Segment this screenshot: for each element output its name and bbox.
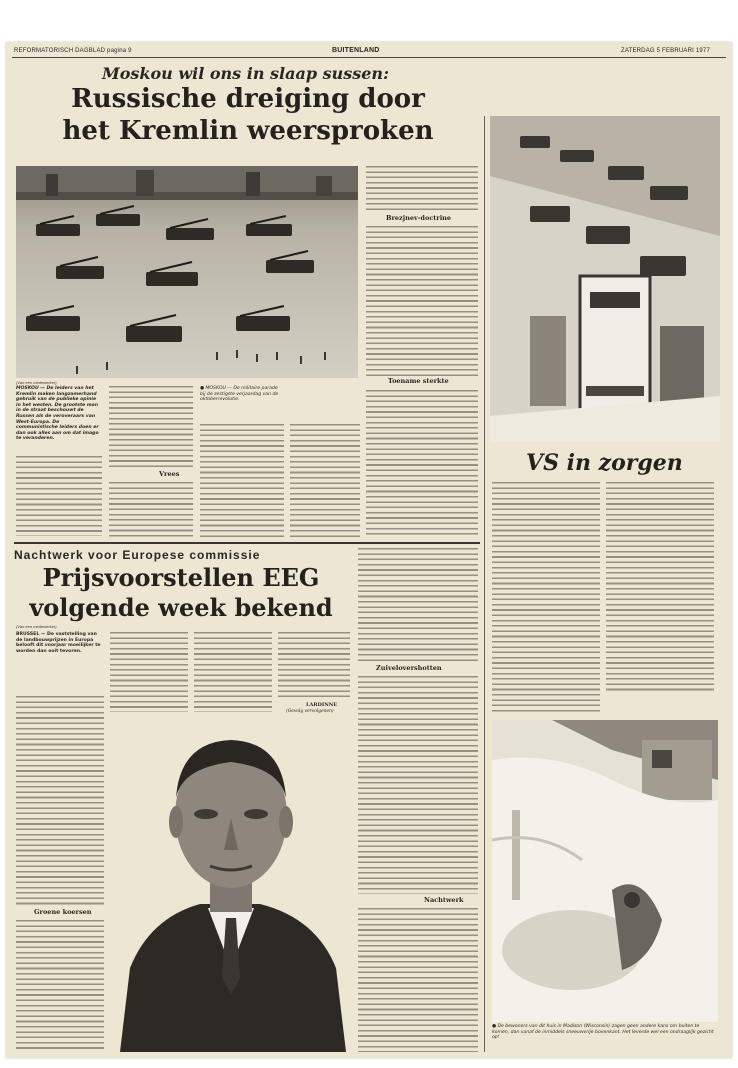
snow-traffic-photo (490, 116, 720, 442)
russia-column-3 (200, 424, 284, 538)
section-name: BUITENLAND (332, 47, 380, 54)
russia-column-2 (109, 386, 193, 538)
header-rule (12, 57, 726, 58)
russia-column-4 (290, 424, 360, 538)
parade-photo (16, 166, 358, 378)
eeg-kicker: Nachtwerk voor Europese commissie (14, 548, 261, 562)
snow-house-caption: ● De bewoners van dit huis in Madison (Wisconsin) zagen geen andere kans om buiten te komen, dan vanaf de inmiddels sneeuwvrije bovenkant. Het leverde wel een ondraaglijk gezicht op! (492, 1024, 714, 1041)
russia-intro: MOSKOU — De leiders van het Kremlin maken langzamerhand gebruik van de publieke opinie in het westen. De grootste man in de straat beschouwt de Russen als de veroveraars van West-Europa. De communistische leiders doen er dan ook alles aan om dat imago te veranderen. (16, 386, 99, 442)
eeg-column-1 (16, 696, 104, 1052)
snow-traffic-image (490, 116, 720, 442)
parade-image (16, 166, 358, 378)
eeg-headline-2: volgende week bekend (29, 593, 333, 622)
subhead-groene: Groene koersen (34, 908, 92, 916)
vs-column-2 (606, 482, 714, 714)
subhead-nachtwerk: Nachtwerk (424, 896, 464, 904)
eeg-byline-sub: (Gevolg vervolgenen) (286, 709, 334, 714)
publication-name: REFORMATORISCH DAGBLAD pagina 9 (14, 48, 132, 54)
subhead-toename: Toename sterkte (388, 377, 449, 385)
column-divider (484, 116, 485, 1052)
section-divider (14, 542, 480, 544)
eeg-column-4 (278, 632, 350, 700)
eeg-column-3 (194, 632, 272, 712)
snow-house-image (492, 720, 718, 1022)
eeg-column-2 (110, 632, 188, 712)
russia-headline-2: het Kremlin weersproken (62, 116, 434, 146)
vs-headline: VS in zorgen (526, 450, 683, 476)
parade-photo-credit: (Van een medewerker) (16, 380, 57, 385)
snow-house-photo (492, 720, 718, 1022)
eeg-intro: BRUSSEL — De vaststelling van de landbouwprijzen in Europa belooft dit voorjaar moeilijker te worden dan ooit tevoren. (16, 632, 101, 654)
russia-kicker: Moskou wil ons in slaap sussen: (102, 64, 389, 83)
eeg-byline: LARDINNE (306, 702, 338, 708)
newspaper-page (6, 42, 732, 1058)
portrait-photo (110, 718, 352, 1052)
russia-column-1 (16, 456, 102, 536)
eeg-headline-1: Prijsvoorstellen EEG (42, 563, 320, 592)
russia-headline-1: Russische dreiging door (71, 84, 425, 114)
portrait-image (110, 718, 352, 1052)
issue-date: ZATERDAG 5 FEBRUARI 1977 (620, 48, 710, 54)
vs-column-1 (492, 482, 600, 714)
parade-photo-caption: ● MOSKOU — De militaire parade bij de zestigste verjaardag van de oktoberrevolutie. (200, 386, 279, 403)
russia-column-5 (366, 166, 478, 538)
subhead-zuivel: Zuivelovershotten (376, 664, 442, 672)
subhead-brezjnev: Brezjnev-doctrine (386, 214, 452, 222)
subhead-vrees: Vrees (159, 470, 180, 478)
eeg-column-5 (358, 548, 478, 1052)
eeg-credit: (Van een medewerker) (16, 624, 57, 629)
